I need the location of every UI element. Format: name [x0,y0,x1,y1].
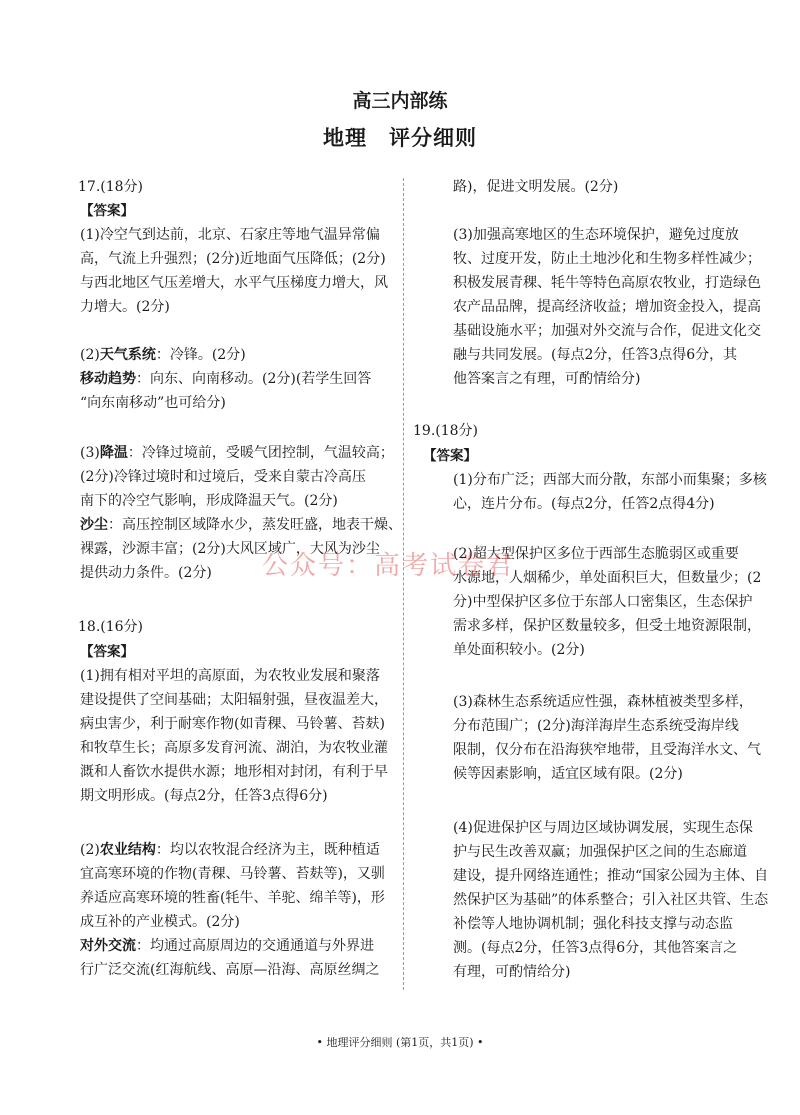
text-line: 病虫害少，利于耐寒作物(如青稞、马铃薯、苔麸) [80,716,385,732]
text-line: 然保护区为基础”的体系整合；引入社区共管、生态 [453,892,769,908]
answer-tag: 【答案】 [423,448,477,464]
text-line: 移动趋势：向东、向南移动。(2分)(若学生回答 [80,371,372,387]
keyword: 天气系统 [99,347,156,363]
text-line: 溉和人畜饮水提供水源；地形相对封闭，有利于早 [80,764,388,780]
text-line: 力增大。(2分) [80,299,170,315]
text-line: 裸露，沙源丰富；(2分)大风区域广，大风为沙尘 [80,541,380,557]
watermark: 公众号：高考试卷君 [262,551,515,581]
text-line: 候等因素影响，适宜区域有限。(2分) [453,766,683,782]
text-line: 水源地，人烟稀少，单处面积巨大，但数量少；(2 [453,570,762,586]
text-line: 牧、过度开发，防止土地沙化和生物多样性减少； [453,251,761,267]
text-line: 对外交流：均通过高原周边的交通通道与外界进 [80,938,374,954]
text-line: (2分)冷锋过境时和过境后，受来自蒙古冷高压 [80,469,366,485]
text-line: 融与共同发展。(每点2分，任答3点得6分，其 [453,347,738,363]
text-line: 基础设施水平；加强对外交流与合作，促进文化交 [453,323,761,339]
text-line: (3)加强高寒地区的生态环境保护，避免过度放 [453,227,739,243]
column-divider [403,178,404,990]
text-line: 分)中型保护区多位于东部人口密集区，生态保护 [453,594,753,610]
text-line: 心，连片分布。(每点2分，任答2点得4分) [453,496,715,512]
keyword: 移动趋势 [80,371,136,387]
text-line: 需求多样，保护区数量较多，但受土地资源限制， [453,618,761,634]
text-line: 与西北地区气压差增大，水平气压梯度力增大，风 [80,275,388,291]
text-line: (1)拥有相对平坦的高原面，为农牧业发展和聚落 [80,668,380,684]
text-line: 提供动力条件。(2分) [80,565,212,581]
text-line: 有理，可酌情给分) [453,964,571,980]
text-line: 建设，提升网络连通性；推动“国家公园为主体、自 [453,868,769,884]
text-line: 沙尘：高压控制区域降水少，蒸发旺盛，地表干燥、 [80,517,402,533]
subject-label: 地理 [323,126,367,150]
text-line: 南下的冷空气影响，形成降温天气。(2分) [80,493,338,509]
text-line: 期文明形成。(每点2分，任答3点得6分) [80,788,328,804]
text-line: “向东南移动”也可给分) [80,395,226,411]
text-line: 补偿等人地协调机制；强化科技支撑与动态监 [453,916,733,932]
text-line: 和牧草生长；高原多发育河流、湖泊，为农牧业灌 [80,740,388,756]
scoring-rules-label: 评分细则 [389,126,477,150]
keyword: 沙尘 [80,517,108,533]
text-line: 护与民生改善双赢；加强保护区之间的生态廊道 [453,844,747,860]
keyword: 对外交流 [80,938,136,954]
text-line: 宜高寒环境的作物(青稞、马铃薯、苔麸等)，又驯 [80,866,385,882]
question-17-number: 17.(18分) [78,179,144,195]
question-19-number: 19.(18分) [413,423,479,439]
page-footer: • 地理评分细则 (第1页，共1页) • [316,1036,484,1049]
text-line: 养适应高寒环境的牲畜(牦牛、羊驼、绵羊等)，形 [80,890,385,906]
answer-tag: 【答案】 [80,644,134,660]
text-line: 高，气流上升强烈；(2分)近地面气压降低；(2分) [80,251,386,267]
text-line: (1)分布广泛；西部大而分散，东部小而集聚；多核 [453,472,767,488]
text-line: (3)森林生态系统适应性强，森林植被类型多样， [453,694,753,710]
text-line: (3)降温：冷锋过境前，受暖气团控制，气温较高； [80,445,394,461]
text-line: 单处面积较小。(2分) [453,642,585,658]
text-line: 成互补的产业模式。(2分) [80,914,240,930]
page-title: 高三内部练 [352,90,448,112]
answer-tag: 【答案】 [80,203,134,219]
text-line: 他答案言之有理，可酌情给分) [453,371,641,387]
text-line: 建设提供了空间基础；太阳辐射强，昼夜温差大， [80,692,388,708]
text-line: (1)冷空气到达前，北京、石家庄等地气温异常偏 [80,227,380,243]
question-18-number: 18.(16分) [78,619,144,635]
text-line: (2)超大型保护区多位于西部生态脆弱区或重要 [453,546,739,562]
text-line: (2)天气系统：冷锋。(2分) [80,347,246,363]
text-line: 行广泛交流(红海航线、高原—沿海、高原丝绸之 [80,962,380,978]
text-line: 测。(每点2分，任答3点得6分，其他答案言之 [453,940,738,956]
text-line: 路)，促进文明发展。(2分) [453,179,619,195]
text-line: 分布范围广；(2分)海洋海岸生态系统受海岸线 [453,718,739,734]
page-subtitle [0,122,800,152]
keyword: 农业结构 [99,842,156,858]
text-line: (2)农业结构：均以农牧混合经济为主，既种植适 [80,842,380,858]
text-line: 限制，仅分布在沿海狭窄地带，且受海洋水文、气 [453,742,761,758]
text-line: (4)促进保护区与周边区域协调发展，实现生态保 [453,820,753,836]
text-line: 农产品品牌，提高经济收益；增加资金投入，提高 [453,299,761,315]
keyword: 降温 [99,445,128,461]
text-line: 积极发展青稞、牦牛等特色高原农牧业，打造绿色 [453,275,761,291]
